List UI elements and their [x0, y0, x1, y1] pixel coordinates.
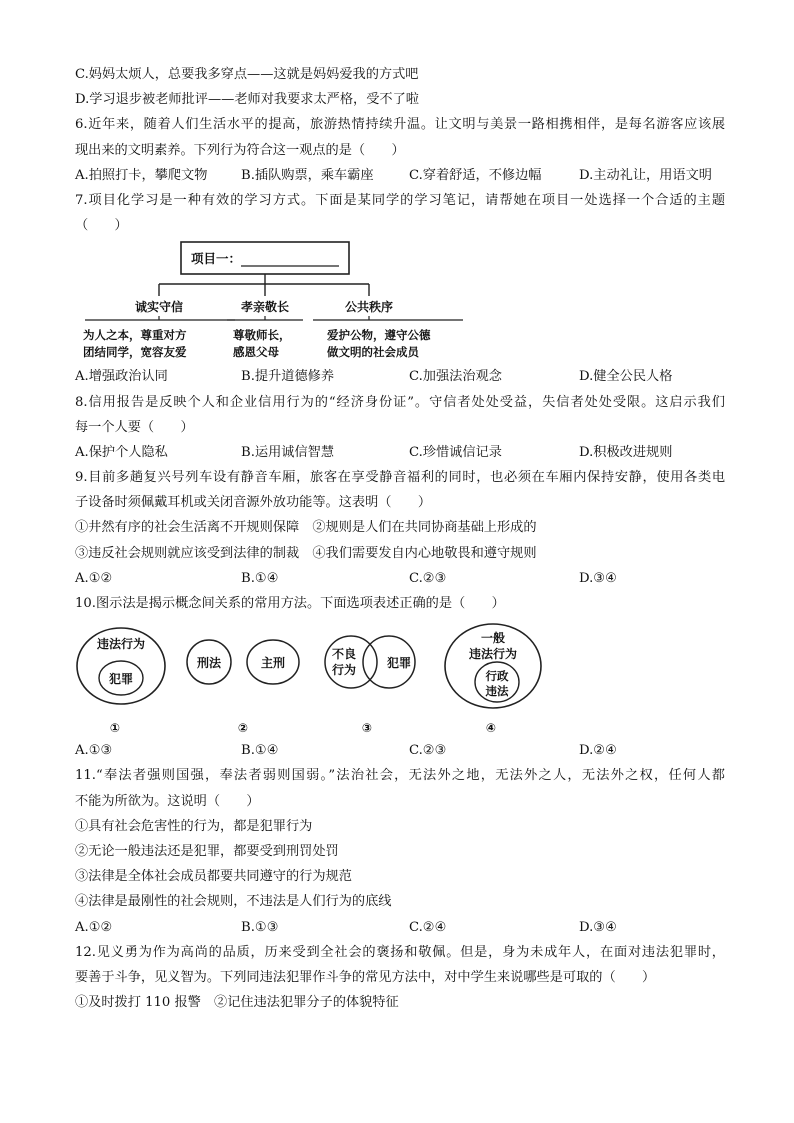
q9-option-d: D.③④ — [579, 570, 617, 586]
q8-option-d: D.积极改进规则 — [579, 444, 673, 460]
q10-stem: 10.图示法是揭示概念间关系的常用方法。下面选项表述正确的是（ ） — [75, 596, 505, 611]
q7-detail-3-a: 爱护公物，遵守公德 — [327, 328, 431, 343]
q12-statements-1: ①及时拨打 110 报警 ②记住违法犯罪分子的体貌特征 — [75, 995, 399, 1011]
q6-stem-line2: 现出来的文明素养。下列行为符合这一观点的是（ ） — [75, 142, 405, 158]
q8-stem-line2: 每一个人要（ ） — [75, 419, 194, 435]
q10-d3-right-label: 犯罪 — [386, 656, 412, 671]
q7-option-a: A.增强政治认同 — [75, 369, 168, 385]
q11-statement-4: ④法律是最刚性的社会规则，不违法是人们行为的底线 — [75, 894, 392, 910]
q10-d2-right-label: 主刑 — [260, 656, 286, 671]
q7-mindmap-diagram — [77, 240, 477, 364]
q5-option-d: D.学习退步被老师批评——老师对我要求太严格，受不了啦 — [75, 92, 419, 108]
q7-option-d: D.健全公民人格 — [579, 369, 673, 385]
q6-option-d: D.主动礼让，用语文明 — [579, 167, 712, 183]
q11-statement-3: ③法律是全体社会成员都要共同遵守的行为规范 — [75, 869, 352, 885]
q10-option-d: D.②④ — [579, 743, 617, 759]
q10-venn-diagrams — [75, 620, 565, 738]
q8-options — [75, 440, 725, 465]
q11-option-d: D.③④ — [579, 919, 617, 935]
q12-stem-line1: 12.见义勇为作为高尚的品质，历来受到全社会的褒扬和敬佩。但是，身为未成年人，在面对违法犯罪时， — [75, 944, 725, 960]
q9-option-c: C.②③ — [409, 570, 447, 586]
q7-option-c: C.加强法治观念 — [409, 369, 502, 385]
q10-option-c: C.②③ — [409, 743, 447, 759]
q10-option-b: B.①④ — [241, 743, 279, 759]
q5-option-c: C.妈妈太烦人，总要我多穿点——这就是妈妈爱我的方式吧 — [75, 67, 419, 82]
q8-option-a: A.保护个人隐私 — [75, 444, 168, 460]
q11-statement-1: ①具有社会危害性的行为，都是犯罪行为 — [75, 818, 313, 834]
q9-stem-line1: 9.目前多趟复兴号列车设有静音车厢，旅客在享受静音福利的同时，也必须在车厢内保持安静，使用各类电 — [75, 470, 725, 486]
q7-branch-1: 诚实守信 — [134, 300, 184, 315]
q11-statement-2: ②无论一般违法还是犯罪，都要受到刑罚处罚 — [75, 843, 339, 859]
q7-detail-3-b: 做文明的社会成员 — [327, 345, 419, 360]
q10-option-a: A.①③ — [75, 743, 113, 759]
exam-page — [75, 62, 725, 1015]
q11-option-c: C.②④ — [409, 919, 447, 935]
q7-branch-2: 孝亲敬长 — [240, 300, 290, 315]
q10-options — [75, 738, 725, 763]
q8-option-c: C.珍惜诚信记录 — [409, 444, 502, 460]
q10-d2-left-label: 刑法 — [196, 656, 222, 671]
q9-statements-2: ③违反社会规则就应该受到法律的制裁 ④我们需要发自内心地敬畏和遵守规则 — [75, 545, 537, 561]
q12-stem-line2: 要善于斗争，见义智为。下列同违法犯罪作斗争的常见方法中，对中学生来说哪些是可取的（ ） — [75, 969, 656, 985]
q11-stem-line1: 11.“奉法者强则国强，奉法者弱则国弱。”法治社会，无法外之地，无法外之人，无法外之权，任何人都 — [75, 768, 725, 784]
q7-detail-1-a: 为人之本，尊重对方 — [83, 328, 187, 343]
q9-stem-line2: 子设备时须佩戴耳机或关闭音源外放功能等。这表明（ ） — [75, 495, 432, 511]
q7-option-b: B.提升道德修养 — [241, 369, 335, 385]
q10-label-1: ① — [109, 721, 121, 736]
q8-option-b: B.运用诚信智慧 — [241, 444, 335, 460]
q10-label-3: ③ — [361, 721, 373, 736]
q10-d4-outer-label-1: 一般 — [480, 631, 506, 646]
q7-detail-2-b: 感恩父母 — [233, 345, 279, 360]
q9-option-a: A.①② — [75, 570, 113, 586]
q10-d3-left-label-2: 行为 — [331, 663, 357, 678]
q7-options — [75, 364, 725, 389]
q10-d1-inner-label: 犯罪 — [108, 672, 134, 687]
q7-root-label: 项目一： — [191, 251, 242, 267]
q10-d3-left-label-1: 不良 — [331, 647, 357, 662]
q6-stem-line1: 6.近年来，随着人们生活水平的提高，旅游热情持续升温。让文明与美景一路相携相伴，是每名游客应该展 — [75, 117, 725, 133]
q6-option-b: B.插队购票，乘车霸座 — [241, 167, 374, 183]
q10-d4-inner-label-2: 违法 — [485, 684, 509, 699]
q11-stem-line2: 不能为所欲为。这说明（ ） — [75, 793, 260, 809]
q7-detail-1-b: 团结同学，宽容友爱 — [83, 345, 187, 360]
q10-d4-inner-label-1: 行政 — [485, 669, 509, 684]
q8-stem-line1: 8.信用报告是反映个人和企业信用行为的“经济身份证”。守信者处处受益，失信者处处受限。这启示我们 — [75, 394, 725, 410]
q10-label-4: ④ — [485, 721, 497, 736]
q11-options — [75, 915, 725, 940]
q7-stem-line1: 7.项目化学习是一种有效的学习方式。下面是某同学的学习笔记，请帮她在项目一处选择一个合适的主题 — [75, 192, 725, 208]
q11-option-b: B.①③ — [241, 919, 279, 935]
q9-option-b: B.①④ — [241, 570, 279, 586]
q10-label-2: ② — [237, 721, 249, 736]
q10-d4-outer-label-2: 违法行为 — [468, 647, 518, 662]
q6-option-c: C.穿着舒适，不修边幅 — [409, 167, 542, 183]
q10-d1-outer-label: 违法行为 — [96, 637, 146, 652]
q6-option-a: A.拍照打卡，攀爬文物 — [75, 167, 208, 183]
q7-branch-3: 公共秩序 — [344, 300, 394, 315]
q7-detail-2-a: 尊敬师长， — [233, 328, 291, 343]
q9-statements-1: ①井然有序的社会生活离不开规则保障 ②规则是人们在共同协商基础上形成的 — [75, 520, 537, 536]
q9-options — [75, 566, 725, 591]
q11-option-a: A.①② — [75, 919, 113, 935]
q10-d3-left-circle — [325, 636, 377, 688]
q7-stem-line2: （ ） — [75, 218, 128, 234]
q6-options — [75, 163, 725, 188]
